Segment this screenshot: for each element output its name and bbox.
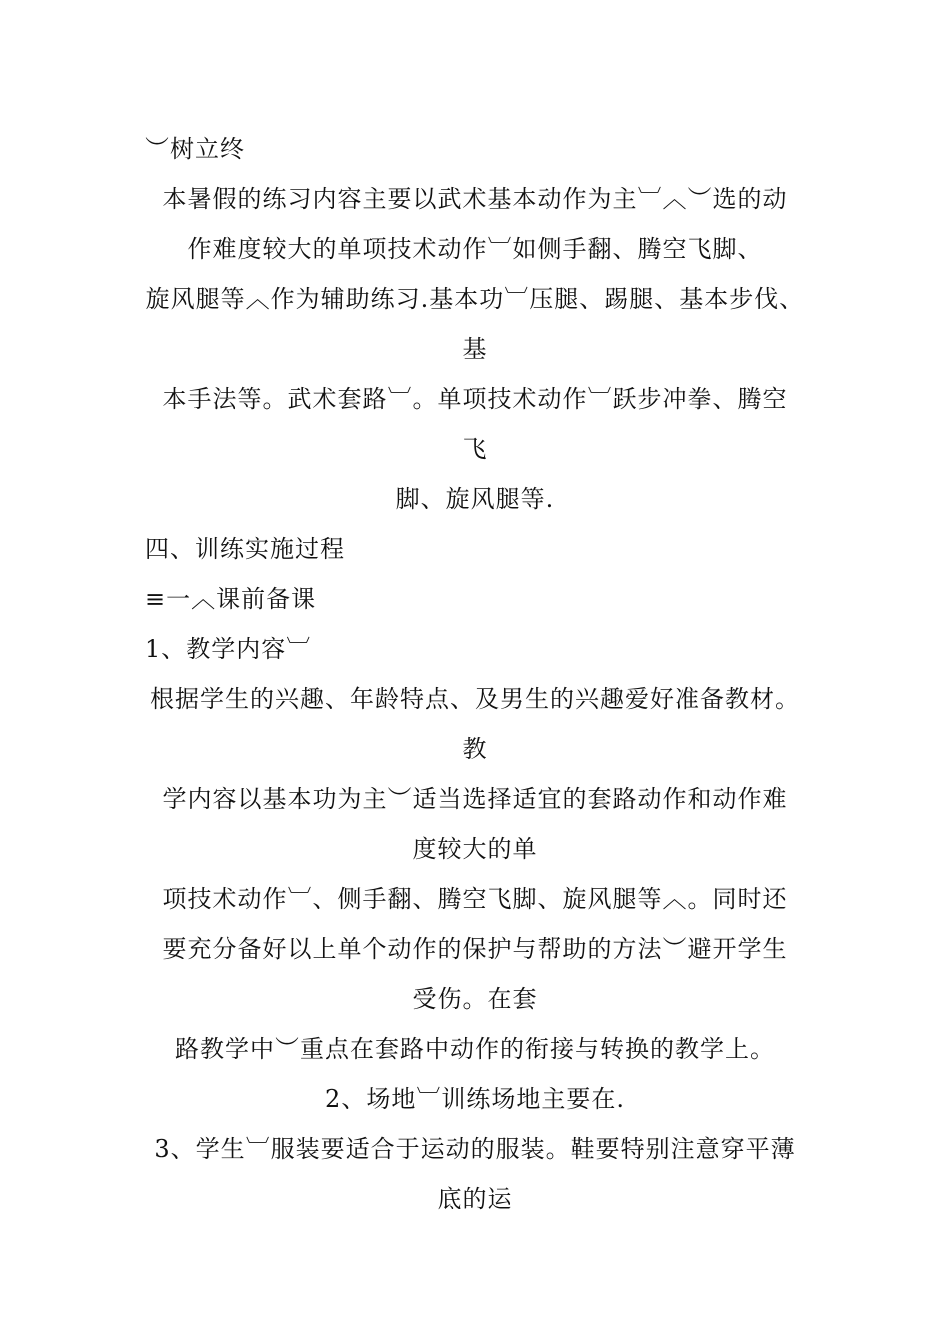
text-line-7: 飞 <box>462 435 488 463</box>
text-line-5: 基 <box>462 335 488 363</box>
text-line-19: 路教学中︶重点在套路中动作的衔接与转换的教学上。 <box>175 1035 775 1063</box>
text-line-1: ︶树立终 <box>145 135 245 163</box>
text-line-6: 本手法等。武术套路︺。单项技术动作︺跃步冲拳、腾空 <box>162 385 788 413</box>
item-heading-2: 2、场地︺训练场地主要在. <box>325 1085 625 1113</box>
text-line-16: 项技术动作︺、侧手翻、腾空飞脚、旋风腿等︿。同时还 <box>162 885 788 913</box>
text-line-12: 根据学生的兴趣、年龄特点、及男生的兴趣爱好准备教材。 <box>150 685 800 713</box>
text-line-17: 要充分备好以上单个动作的保护与帮助的方法︶避开学生 <box>162 935 788 963</box>
text-line-14: 学内容以基本功为主︶适当选择适宜的套路动作和动作难 <box>162 785 788 813</box>
text-line-22: 底的运 <box>437 1185 513 1213</box>
text-line-18: 受伤。在套 <box>412 985 538 1013</box>
section-heading: 四、训练实施过程 <box>145 535 345 563</box>
text-line-2: 本暑假的练习内容主要以武术基本动作为主︺︿︶选的动 <box>162 185 788 213</box>
text-line-3: 作难度较大的单项技术动作︺如侧手翻、腾空飞脚、 <box>187 235 763 263</box>
text-line-15: 度较大的单 <box>412 835 538 863</box>
item-heading-1: 1、教学内容︺ <box>145 635 312 663</box>
item-heading-3: 3、学生︺服装要适合于运动的服装。鞋要特别注意穿平薄 <box>154 1135 796 1163</box>
text-line-13: 教 <box>462 735 488 763</box>
subsection-heading: ≡一︿课前备课 <box>145 585 317 613</box>
text-line-4: 旋风腿等︿作为辅助练习.基本功︺压腿、踢腿、基本步伐、 <box>145 285 805 313</box>
text-line-8: 脚、旋风腿等. <box>395 485 555 513</box>
